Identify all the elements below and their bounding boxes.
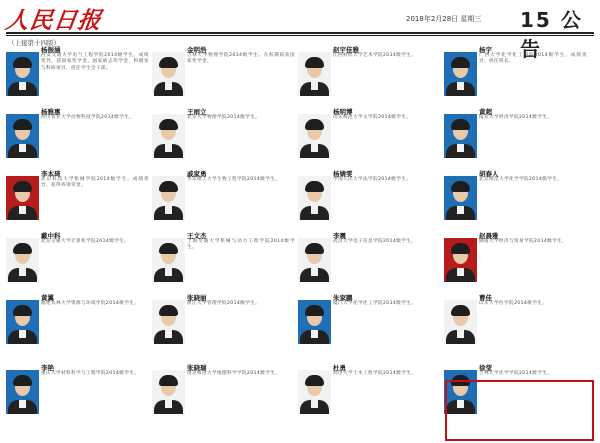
profile-photo [152,114,185,158]
profile-entry [298,232,444,292]
profile-name: 杨振涵 [41,46,61,54]
profile-bio: 吉林大学物理学院2014级学生。在校期间获国家奖学金、 [187,53,295,65]
profile-entry [6,46,152,106]
profile-photo [298,114,331,158]
profile-name: 杨雅惠 [41,108,61,116]
profile-name: 戴中科 [41,232,61,240]
newspaper-logo: 人民日报 [3,7,104,34]
profile-name: 赵宇佳雅 [333,46,359,54]
profile-bio: 山东大学医学院2014级学生。 [479,301,548,306]
profile-photo [298,370,331,414]
profile-name: 张晓丽 [187,294,207,302]
profile-entry [152,170,298,230]
profile-entry [444,170,590,230]
profile-name: 王雨立 [187,108,207,116]
profile-photo [152,300,185,344]
profile-name: 杨明博 [333,108,353,116]
profile-bio: 同济大学土木工程学院2014级学生。 [333,371,417,376]
profile-entry [298,170,444,230]
profile-bio: 厦门大学化学化工学院2014级学生。 [333,301,417,306]
profile-bio: 北京交通大学计算机学院2014级学生。 [41,239,130,244]
continuation-tag: （上接第十四版） [8,39,60,47]
profile-photo [298,300,331,344]
masthead-rule-thin [6,35,594,36]
profile-bio: 湖南大学经济与贸易学院2014级学生。 [479,239,568,244]
highlight-box [445,380,594,441]
profile-photo [152,52,185,96]
profile-name: 杜勇 [333,364,346,372]
profile-name: 张晓瑞 [187,364,207,372]
profile-photo [444,238,477,282]
profile-entry [444,46,590,106]
profile-photo [6,114,39,158]
profile-bio: 中国人民大学法学院2014级学生。 [333,177,412,182]
profile-entry [444,232,590,292]
profile-name: 朱家鹏 [333,294,353,302]
profile-entry [152,108,298,168]
profile-name: 黄超 [479,108,492,116]
profile-entry [152,294,298,354]
profile-bio: 武汉大学电子信息学院2014级学生。 [333,239,417,244]
profile-name: 李本琦 [41,170,61,178]
profile-photo [6,370,39,414]
profile-bio: 北京师范大学化学学院2014级学生。 [479,177,563,182]
profile-photo [6,52,39,96]
issue-date: 2018年2月28日 星期三 [406,15,482,23]
profile-entry [152,232,298,292]
profile-name: 杨婧雯 [333,170,353,178]
profile-name: 戚家勇 [187,170,207,178]
profile-name: 徐莹 [479,364,492,372]
profile-photo [298,176,331,220]
profile-entry [6,232,152,292]
profile-name: 李艳 [41,364,54,372]
profile-photo [6,238,39,282]
profile-entry [444,108,590,168]
profile-name: 李震 [333,232,346,240]
profile-bio: 北京大学物理学院2014级学生。 [187,115,261,120]
profile-photo [152,176,185,220]
profile-bio: 南京大学经济学院2014级学生。 [479,115,553,120]
profile-entry [298,46,444,106]
profile-bio: 西安交通大学电气工程学院2014级学生。成绩优异，获国家奖学金、国家励志奖学金，积极参与科研项目，担任学生会干部。 [41,53,149,71]
profile-entry [152,364,298,424]
profile-bio: 吉林大学化学学院2014级学生。 [479,371,553,376]
profile-photo [6,176,39,220]
profile-name: 王文杰 [187,232,207,240]
profile-bio: 广西大学化学化工学院2014级学生。成绩优异，担任班长。 [479,53,587,65]
profile-bio: 四川农业大学动物科技学院2014级学生。 [41,115,135,120]
profile-photo [298,238,331,282]
profile-photo [444,300,477,344]
page-title: 公告 [520,8,583,61]
profile-bio: 上海交通大学机械与动力工程学院2014级学生。 [187,239,295,251]
profile-photo [444,114,477,158]
profile-entry [298,294,444,354]
profile-photo [444,52,477,96]
profile-name: 曹佳 [479,294,492,302]
profile-entry [6,108,152,168]
profile-entry [6,294,152,354]
masthead-rule [6,32,594,34]
profile-entry [6,364,152,424]
profile-photo [6,300,39,344]
profile-bio: 重庆大学材料科学与工程学院2014级学生。 [41,371,140,376]
profile-photo [444,176,477,220]
profile-entry [444,294,590,354]
profile-name: 胡春人 [479,170,499,178]
profile-entry [152,46,298,106]
profile-entry [298,364,444,424]
profile-entry [298,108,444,168]
profile-name: 金明浩 [187,46,207,54]
profile-photo [298,52,331,96]
profile-bio: 山东师范大学文学院2014级学生。 [333,115,412,120]
profile-photo [152,238,185,282]
profile-name: 杨宇 [479,46,492,54]
profile-name: 黄翼 [41,294,54,302]
profile-name: 赵晨雅 [479,232,499,240]
profile-bio: 江西财经大学艺术学院2014级学生。 [333,53,417,58]
page-number: 15 [520,8,552,32]
profile-bio: 福建农林大学资源与环境学院2014级学生。 [41,301,140,306]
profile-entry [6,170,152,230]
profile-bio: 南京师范大学地理科学学院2014级学生。 [187,371,281,376]
profile-bio: 北京科技大学机械学院2014级学生。成绩优异，获得各项荣誉。 [41,177,149,189]
profile-bio: 浙江大学管理学院2014级学生。 [187,301,261,306]
profile-photo [152,370,185,414]
profile-bio: 华东理工大学生物工程学院2014级学生。 [187,177,281,182]
